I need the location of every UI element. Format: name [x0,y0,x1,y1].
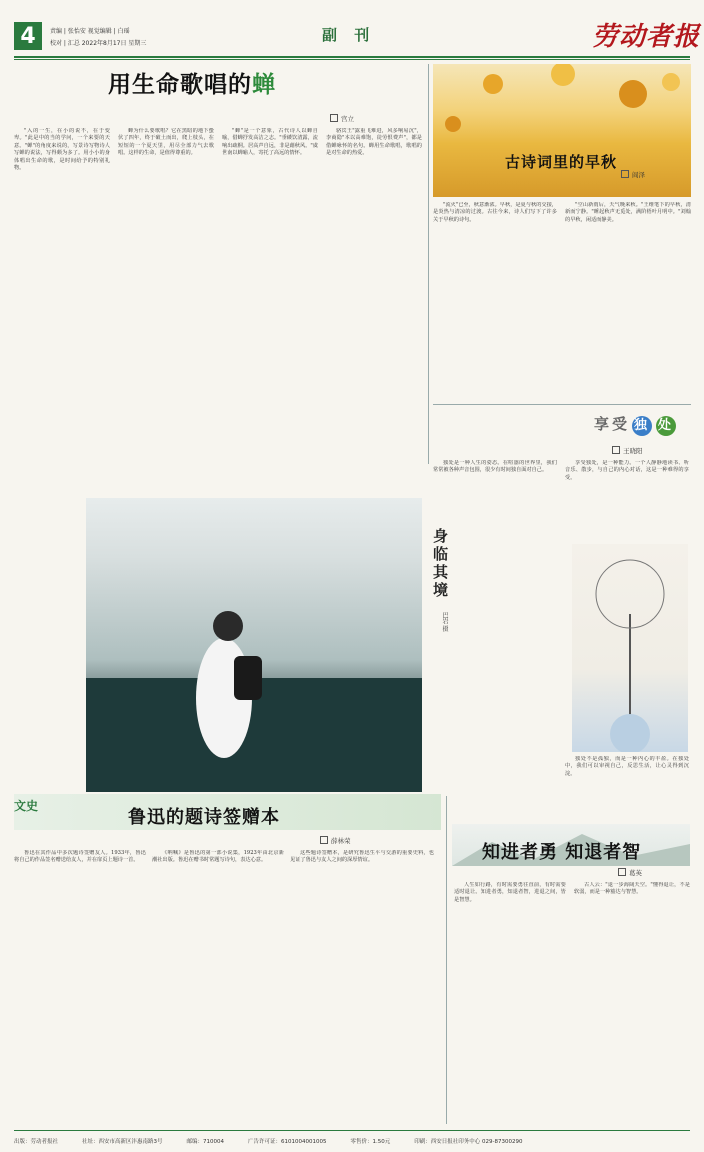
autumn-column-1 [433,202,557,398]
byline-box-icon [320,836,328,844]
paragraph: "流火"已至，秋意渐浓。早秋，是夏与秋的交接，是炎热与清凉的过渡。古往今来，诗人们写下了许多关于早秋的诗句。 [433,202,557,223]
proof-line: 校对 | 汇总 2022年8月17日 星期三 [50,40,147,47]
byline-box-icon [618,868,626,876]
advance-column-1 [454,882,566,1122]
article-column-2 [118,128,214,488]
byline-box-icon [621,170,629,178]
title-text: 用生命歌唱的 [108,72,252,98]
photo-vertical-title: 身临其境 [431,528,449,600]
advance-retreat-title: 知进者勇 知退者智 [482,842,642,863]
byline-text: 薛林荣 [331,837,351,845]
ginkgo-leaves-icon [433,64,691,197]
paragraph: 享受独处，是一种能力。一个人静静地读书、听音乐、散步，与自己的内心对话，这是一种难得的享受。 [565,460,689,481]
solitude-column-1 [433,460,557,790]
byline-text: 王晓阳 [623,447,643,455]
advance-column-2 [574,882,690,1122]
paragraph: "空山新雨后，天气晚来秋。"王维笔下的早秋，清新而宁静。"睡起秋声无觅处，满阶梧叶月明中。"刘翰的早秋，闲适而静美。 [565,202,691,223]
person-with-backpack-icon [86,498,422,792]
footer-publisher: 出版：劳动者报社 [14,1139,59,1145]
tree-icon [572,544,688,752]
paragraph: 鲁迅在其作品中多次题诗签赠友人。1933年，鲁迅将自己的作品签名赠送给友人，并在扉页上题诗一首。 [14,850,146,864]
luxun-column-3 [290,850,434,1122]
header-rule [14,56,690,58]
autumn-illustration [433,64,691,197]
section-divider [433,404,691,405]
byline-box-icon [612,446,620,454]
article-title-cicada [108,66,276,99]
title-glyph-1: 独 [632,416,652,436]
header-rule-thin [14,59,690,60]
feature-photo [86,498,422,792]
paragraph: "蝉"是一个意象，古代诗人以蝉自喻，借蝉抒发高洁之志。"垂緌饮清露，流响出疏桐。居高声自远，非是藉秋风。"虞世南以蝉喻人，寄托了高远的情怀。 [222,128,318,157]
paragraph: 人生如行路，有时需要勇往直前，有时需要适时退让。知进者勇，知退者智，进退之间，皆是智慧。 [454,882,566,903]
byline-text: 阎泽 [632,171,645,179]
paragraph: 这些题诗签赠本，是研究鲁迅生平与交游的重要史料，也见证了鲁迅与友人之间的深厚情谊。 [290,850,434,864]
footer-postcode: 邮编：710004 [186,1139,225,1145]
byline-solitude [612,446,643,455]
paragraph: 独处是一种人生的姿态。在喧嚣的世界里，我们常常被各种声音包围，很少有时间独自面对自己。 [433,460,557,474]
byline-autumn [621,170,645,179]
byline-text: 葛英 [629,869,642,877]
article-column-3 [222,128,318,488]
article-column-4 [326,128,422,488]
byline-box-icon [330,114,338,122]
column-divider [446,796,447,1124]
byline-advance [618,868,642,877]
tree-illustration [572,544,688,752]
page-number: 4 [14,22,42,50]
byline-cicada [330,114,354,123]
footer [14,1130,690,1151]
paragraph: 蝉为什么要歌唱？它在黑暗的地下蛰伏了四年，终于破土而出，爬上枝头，在短短的一个夏天里，用尽全部力气去歌唱。这样的生命，是值得尊重的。 [118,128,214,157]
luxun-title: 鲁迅的题诗签赠本 [128,807,280,828]
luxun-column-1 [14,850,146,1122]
autumn-title: 古诗词里的早秋 [505,153,618,171]
autumn-column-2 [565,202,691,398]
title-highlight: 蝉 [252,72,276,98]
solitude-column-3 [565,756,689,790]
column-divider [428,64,429,464]
byline-luxun [320,836,351,845]
footer-price: 零售价：1.50元 [350,1139,391,1145]
footer-ad-license: 广告许可证：6101004001005 [248,1139,327,1145]
solitude-column-2 [565,460,689,540]
editor-line: 责编 | 张怡安 视觉编辑 | 白瑶 [50,28,130,35]
newspaper-logo: 劳动者报 [592,22,701,52]
footer-printer: 印刷：西安日报社印务中心 029-87300290 [414,1139,523,1145]
section-title: 副 刊 [322,26,376,44]
title-text: 享受 [594,415,631,433]
paragraph: 《呐喊》是鲁迅的第一部小说集，1923年由北京新潮社出版。鲁迅在赠书时常题写诗句，表达心意。 [152,850,284,864]
enjoy-solitude-title [594,413,678,436]
title-glyph-2: 处 [656,416,676,436]
paragraph: "入的一生，在小的说不，在于变卑。"此是中的当的学问，一个来要的天意。"蝉"的角度来说的，写景诗写物诗人写蝉的说法，写得颇为多了。用小小的身体唱出生命的歌，是时间给予的特别礼物。 [14,128,110,172]
photo-caption: 巴岩 摄 [441,612,448,632]
byline-text: 宫立 [341,115,354,123]
culture-history-tag: 文史 [14,799,39,813]
footer-address: 社址：西安市高新区沣惠南路3号 [82,1139,163,1145]
paragraph: 骆宾王"露重飞难进，风多响易沉"，李商隐"本以高难饱，徒劳恨费声"，都是借蝉咏怀的名句。蝉用生命歌唱，歌唱的是对生命的热爱。 [326,128,422,157]
paragraph: 独处不是孤独，而是一种内心的丰盈。在独处中，我们可以审视自己，反思生活，让心灵得到沉淀。 [565,756,689,777]
luxun-column-2 [152,850,284,1122]
paragraph: 古人云："退一步海阔天空。"懂得退让，不是软弱，而是一种豁达与智慧。 [574,882,690,896]
article-column-1 [14,128,110,488]
